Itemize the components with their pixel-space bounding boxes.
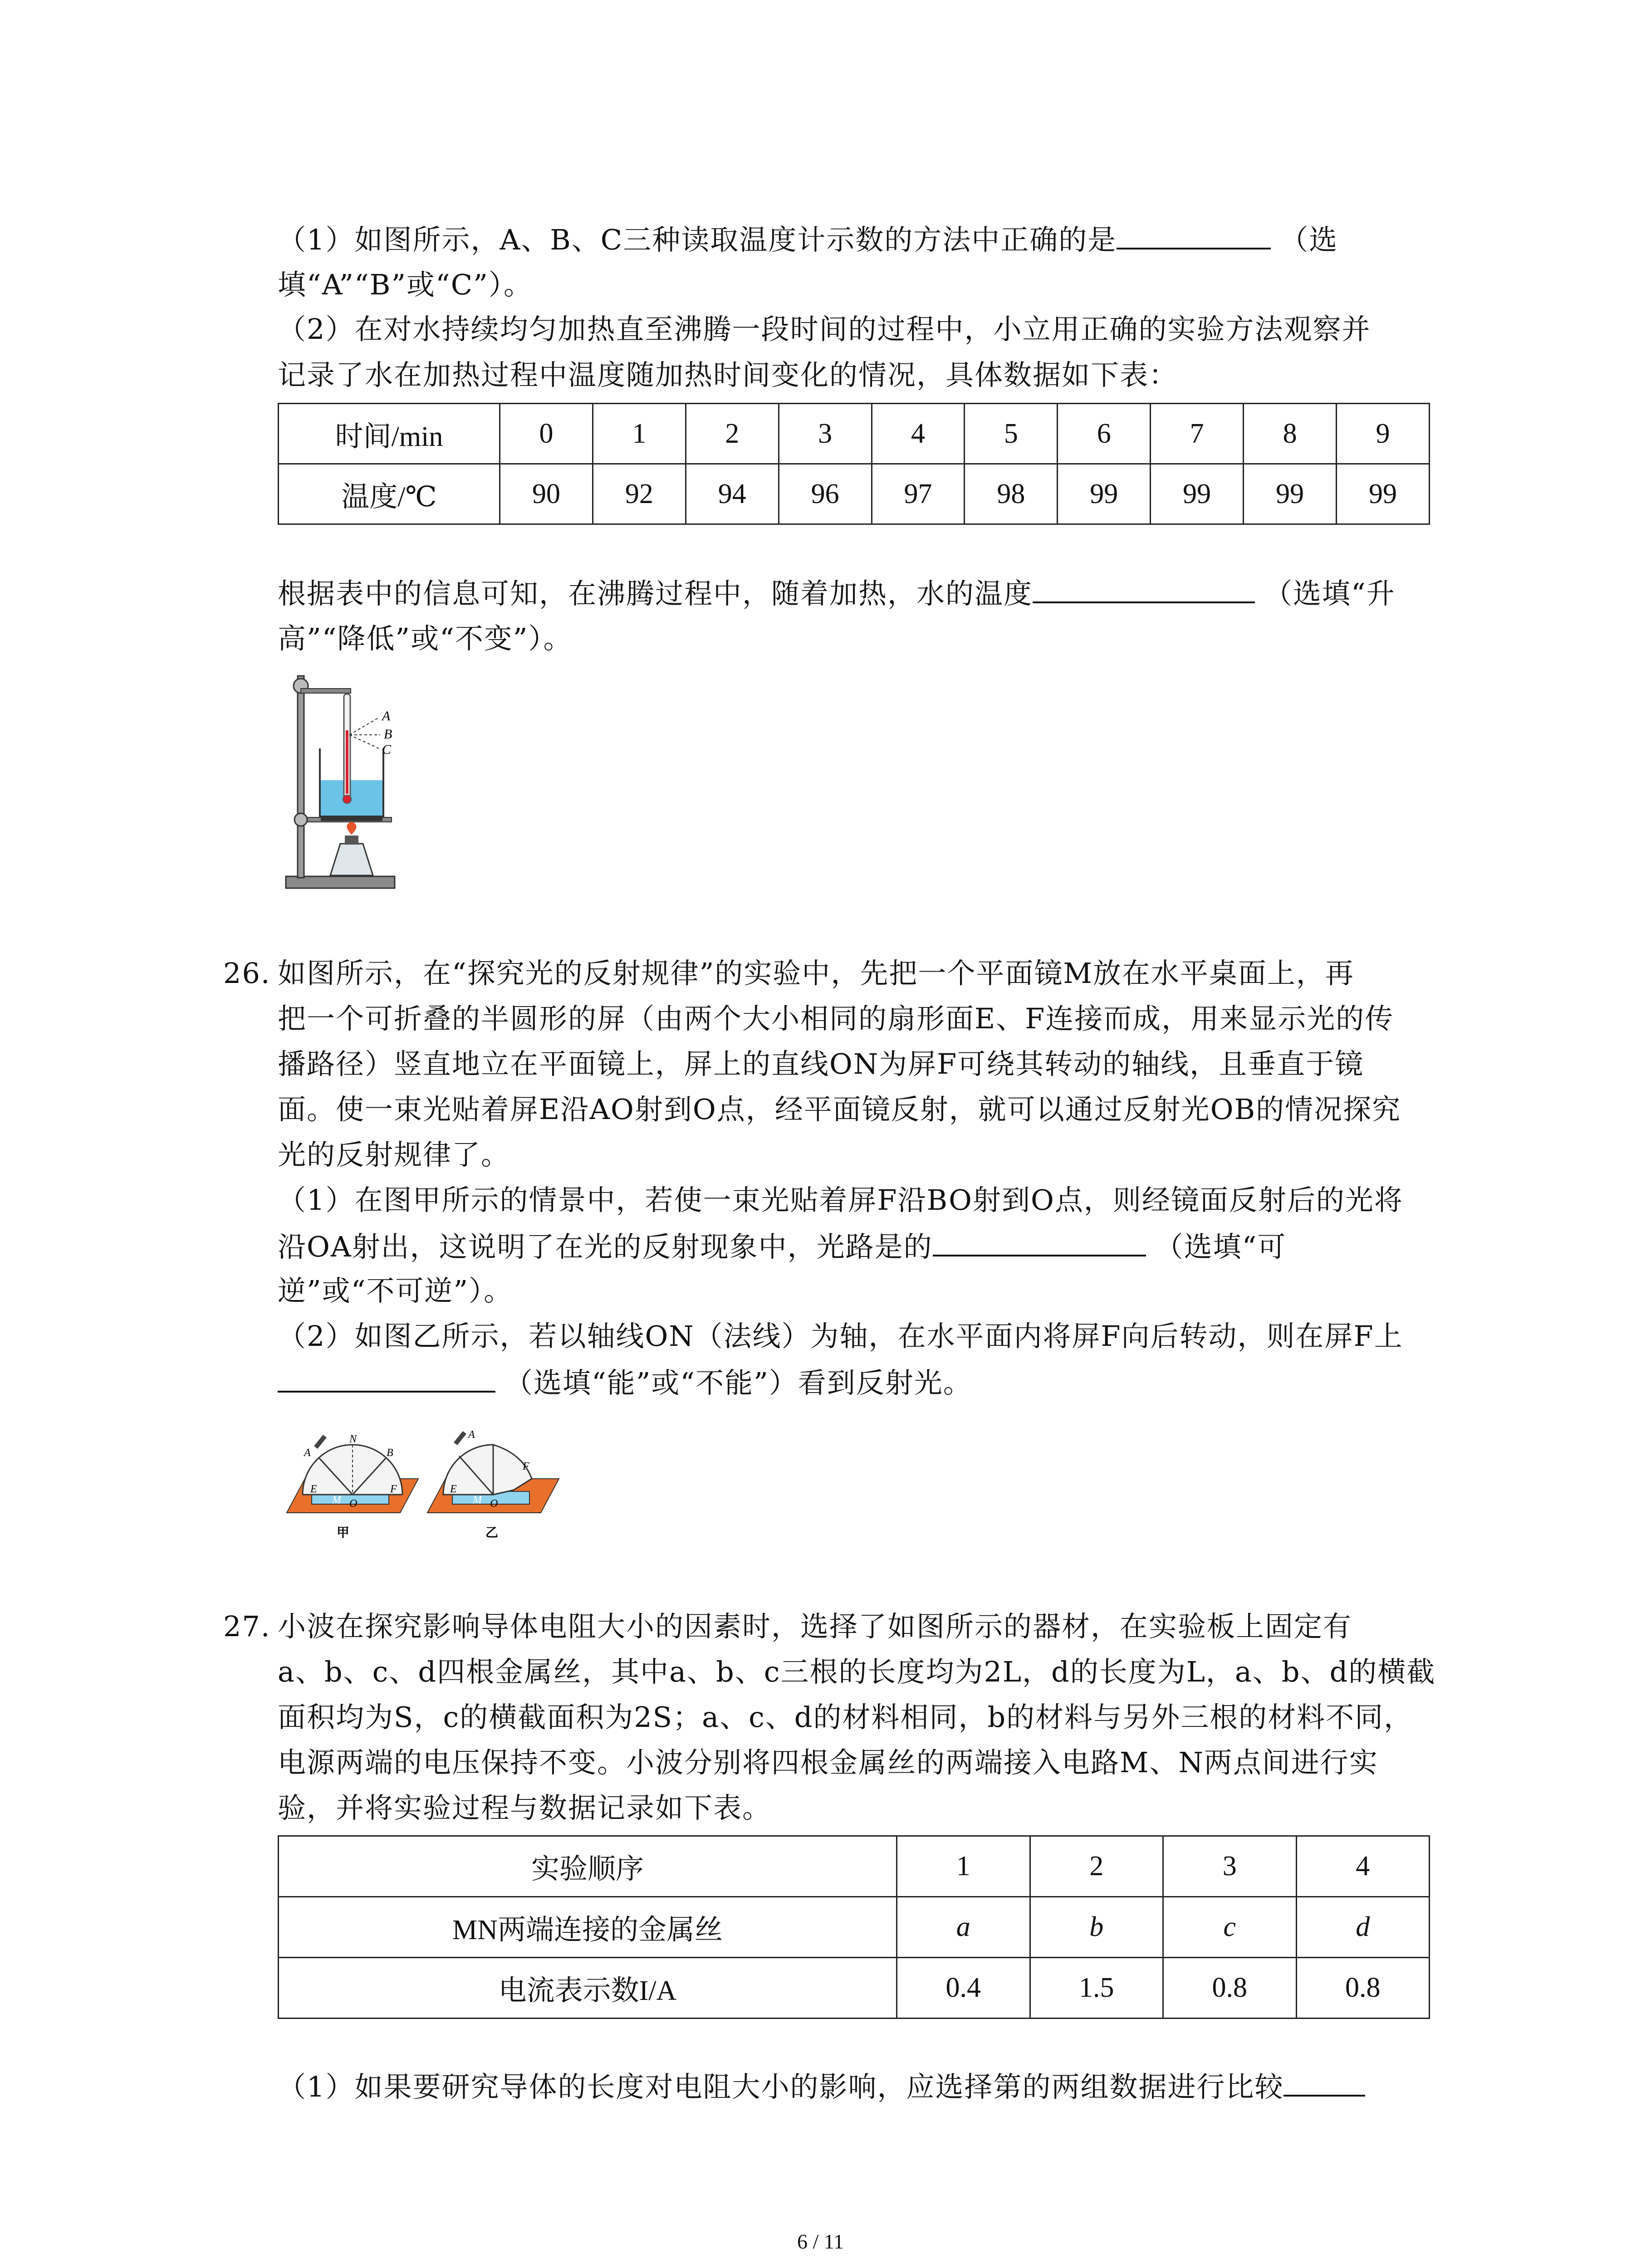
q27-answer-blank-1[interactable] [1283, 2068, 1365, 2097]
q27-order-cell: 1 [897, 1836, 1030, 1897]
q25-time-cell: 0 [500, 404, 593, 464]
q25-temp-cell: 98 [965, 464, 1058, 524]
q26-line-3: 播路径）竖直地立在平面镜上，屏上的直线ON为屏F可绕其转动的轴线，且垂直于镜 [278, 1047, 1364, 1080]
figure-caption-jia: 甲 [337, 1526, 350, 1540]
q25-temp-cell: 99 [1244, 464, 1337, 524]
q25-p2-line2: 记录了水在加热过程中温度随加热时间变化的情况，具体数据如下表： [278, 358, 1178, 391]
q25-time-cell: 6 [1058, 404, 1151, 464]
q25-time-cell: 7 [1151, 404, 1244, 464]
q27-wire-label: MN两端连接的金属丝 [279, 1897, 897, 1958]
q25-temp-cell: 92 [593, 464, 686, 524]
q27-number: 27. [223, 1610, 271, 1643]
q25-row-label-temp: 温度/℃ [279, 464, 500, 524]
q25-p1-tail: （选 [1280, 223, 1338, 256]
q25-time-cell: 2 [686, 404, 779, 464]
q26-p1-line2: 沿OA射出，这说明了在光的反射现象中，光路是的 [278, 1230, 933, 1263]
q25-time-cell: 9 [1337, 404, 1430, 464]
q27-header-label: 实验顺序 [279, 1836, 897, 1897]
q25-answer-blank-1[interactable] [1117, 220, 1271, 249]
label-e: E [310, 1483, 317, 1495]
q25-temp-cell: 90 [500, 464, 593, 524]
q25-time-cell: 5 [965, 404, 1058, 464]
label-m: M [332, 1494, 341, 1506]
label-e-yi: E [450, 1483, 457, 1495]
q27-p1-text: （1）如果要研究导体的长度对电阻大小的影响，应选择第的两组数据进行比较 [278, 2070, 1284, 2103]
q25-p3-line2: 高”“降低”或“不变”）。 [278, 622, 573, 655]
label-b: B [387, 1447, 393, 1459]
q25-time-cell: 4 [872, 404, 965, 464]
q25-temp-cell: 94 [686, 464, 779, 524]
q25-temp-cell: 99 [1337, 464, 1430, 524]
label-n: N [349, 1433, 357, 1445]
q26-answer-blank-1[interactable] [933, 1227, 1146, 1256]
q27-wire-cell: c [1163, 1897, 1297, 1958]
q26-answer-blank-2[interactable] [278, 1364, 495, 1393]
figure-caption-yi: 乙 [485, 1526, 499, 1540]
q27-current-label: 电流表示数I/A [279, 1958, 897, 2019]
q26-p1-line3: 逆”或“不可逆”）。 [278, 1274, 513, 1307]
q27-line-3: 面积均为S，c的横截面积为2S；a、c、d的材料相同，b的材料与另外三根的材料不同， [278, 1701, 1413, 1734]
q27-current-cell: 0.8 [1296, 1958, 1430, 2019]
label-a-yi: A [468, 1429, 475, 1441]
q26-line-1: 如图所示，在“探究光的反射规律”的实验中，先把一个平面镜M放在水平桌面上，再 [278, 957, 1354, 990]
q26-p1-tail: （选填“可 [1155, 1230, 1287, 1263]
q25-temp-cell: 96 [779, 464, 872, 524]
boiling-experiment-figure [277, 667, 426, 894]
label-o-yi: O [490, 1498, 498, 1510]
q27-current-cell: 0.8 [1163, 1958, 1297, 2019]
q25-time-cell: 1 [593, 404, 686, 464]
q27-order-cell: 4 [1296, 1836, 1430, 1897]
label-m-yi: M [473, 1494, 482, 1506]
reflection-figure [278, 1411, 568, 1542]
q25-temp-cell: 99 [1058, 464, 1151, 524]
q27-line-4: 电源两端的电压保持不变。小波分别将四根金属丝的两端接入电路M、N两点间进行实 [278, 1746, 1378, 1779]
page-number: 6 / 11 [797, 2230, 844, 2253]
q27-current-cell: 1.5 [1030, 1958, 1163, 2019]
q27-wire-cell: b [1030, 1897, 1163, 1958]
q26-line-2: 把一个可折叠的半圆形的屏（由两个大小相同的扇形面E、F连接而成，用来显示光的传 [278, 1002, 1394, 1035]
eye-label-a: A [382, 709, 391, 723]
q27-data-table [278, 1835, 1430, 2019]
q25-row-label-time: 时间/min [279, 404, 500, 464]
q25-temp-cell: 97 [872, 464, 965, 524]
q27-order-cell: 2 [1030, 1836, 1163, 1897]
q26-line-4: 面。使一束光贴着屏E沿AO射到O点，经平面镜反射，就可以通过反射光OB的情况探究 [278, 1093, 1401, 1126]
q25-data-table [278, 403, 1430, 525]
q25-p3-text: 根据表中的信息可知，在沸腾过程中，随着加热，水的温度 [278, 577, 1033, 610]
q27-line-5: 验，并将实验过程与数据记录如下表。 [278, 1791, 772, 1824]
label-f-yi: F [523, 1461, 529, 1472]
q27-order-cell: 3 [1163, 1836, 1297, 1897]
q25-answer-blank-2[interactable] [1033, 574, 1255, 603]
eye-label-c: C [382, 742, 392, 757]
q26-p2-tail: （选填“能”或“不能”）看到反射光。 [505, 1366, 972, 1399]
q25-p3-tail: （选填“升 [1264, 577, 1396, 610]
q25-p2-line1: （2）在对水持续均匀加热直至沸腾一段时间的过程中，小立用正确的实验方法观察并 [278, 313, 1371, 346]
label-f: F [390, 1483, 397, 1495]
q25-p1-line2: 填“A”“B”或“C”）。 [278, 268, 533, 301]
q27-current-cell: 0.4 [897, 1958, 1030, 2019]
q27-wire-cell: d [1296, 1897, 1430, 1958]
q26-p1-line1: （1）在图甲所示的情景中，若使一束光贴着屏F沿BO射到O点，则经镜面反射后的光将 [278, 1183, 1403, 1217]
q27-line-1: 小波在探究影响导体电阻大小的因素时，选择了如图所示的器材，在实验板上固定有 [278, 1610, 1352, 1643]
q26-number: 26. [223, 957, 271, 990]
q26-line-5: 光的反射规律了。 [278, 1138, 510, 1171]
q25-time-cell: 8 [1244, 404, 1337, 464]
q25-temp-cell: 99 [1151, 464, 1244, 524]
figure-yi [427, 1429, 559, 1540]
label-o: O [349, 1498, 358, 1510]
figure-jia [287, 1433, 418, 1540]
q25-p1-text: （1）如图所示，A、B、C三种读取温度计示数的方法中正确的是 [278, 223, 1117, 256]
label-a: A [304, 1447, 311, 1459]
q27-wire-cell: a [897, 1897, 1030, 1958]
q27-line-2: a、b、c、d四根金属丝，其中a、b、c三根的长度均为2L，d的长度为L，a、b、d的横截 [278, 1655, 1436, 1688]
q25-time-cell: 3 [779, 404, 872, 464]
eye-label-b: B [384, 727, 392, 742]
q26-p2-line1: （2）如图乙所示，若以轴线ON（法线）为轴，在水平面内将屏F向后转动，则在屏F上 [278, 1320, 1403, 1353]
